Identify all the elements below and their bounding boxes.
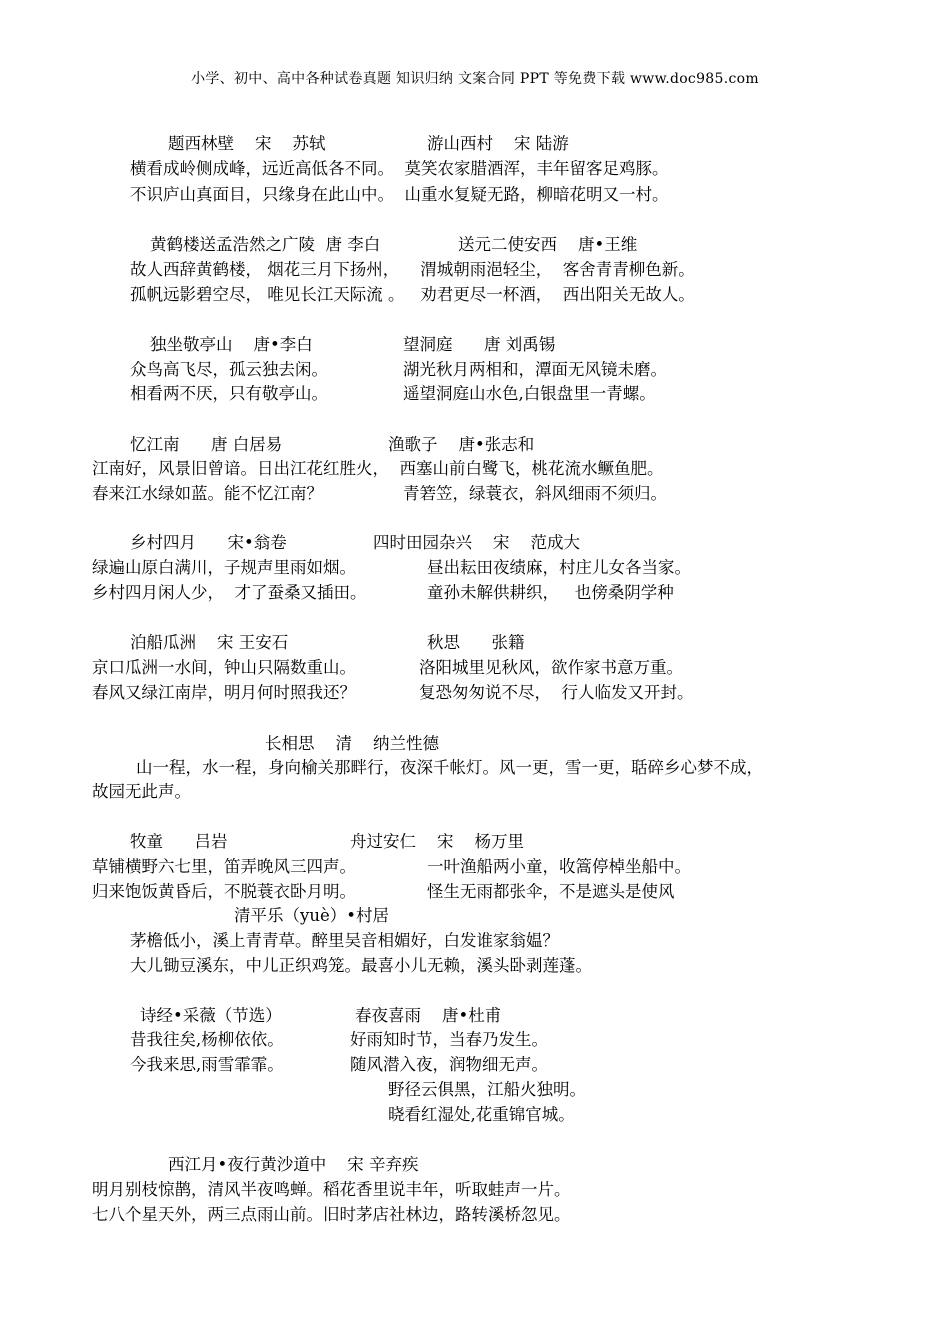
poem-line: 今我来思,雨雪霏霏。 bbox=[130, 1055, 284, 1074]
poem-line: 茅檐低小，溪上青青草。醉里吴音相媚好，白发谁家翁媪？ bbox=[130, 931, 559, 950]
page-header: 小学、初中、高中各种试卷真题 知识归纳 文案合同 PPT 等免费下载 www.doc985.com bbox=[191, 71, 759, 87]
poem-line: 昼出耘田夜绩麻，村庄儿女各当家。 bbox=[427, 558, 691, 577]
poem-line: 山一程，水一程，身向榆关那畔行，夜深千帐灯。风一更，雪一更，聒碎乡心梦不成， bbox=[136, 758, 763, 777]
poem-title: 西江月•夜行黄沙道中 宋 辛弃疾 bbox=[168, 1155, 419, 1174]
poem-title: 诗经•采薇（节选） bbox=[140, 1006, 282, 1025]
poem-line: 湖光秋月两相和，潭面无风镜未磨。 bbox=[403, 360, 667, 379]
poem-line: 晓看红湿处,花重锦官城。 bbox=[388, 1105, 575, 1124]
poem-line: 乡村四月闲人少， 才了蚕桑又插田。 bbox=[92, 583, 367, 602]
poem-line: 明月别枝惊鹊，清风半夜鸣蝉。稻花香里说丰年，听取蛙声一片。 bbox=[92, 1180, 571, 1199]
poem-line: 春来江水绿如蓝。能不忆江南？ bbox=[92, 484, 323, 503]
poem-line: 京口瓜洲一水间，钟山只隔数重山。 bbox=[92, 658, 356, 677]
poem-line: 洛阳城里见秋风，欲作家书意万重。 bbox=[419, 658, 683, 677]
poem-line: 童孙未解供耕织， 也傍桑阴学种 bbox=[427, 583, 674, 602]
poem-title: 送元二使安西 唐•王维 bbox=[458, 235, 638, 254]
poem-line: 横看成岭侧成峰，远近高低各不同。 莫笑农家腊酒浑，丰年留客足鸡豚。 bbox=[130, 159, 669, 178]
poem-line: 故人西辞黄鹤楼， 烟花三月下扬州， 渭城朝雨浥轻尘， 客舍青青柳色新。 bbox=[130, 260, 695, 279]
poem-title: 泊船瓜洲 宋 王安石 bbox=[130, 633, 289, 652]
poem-line: 相看两不厌，只有敬亭山。 bbox=[130, 384, 328, 403]
poem-line: 青箬笠，绿蓑衣，斜风细雨不须归。 bbox=[403, 484, 667, 503]
poem-line: 随风潜入夜，润物细无声。 bbox=[350, 1055, 548, 1074]
poem-line: 昔我往矣,杨柳依依。 bbox=[130, 1030, 284, 1049]
poem-line: 大儿锄豆溪东，中儿正织鸡笼。最喜小儿无赖，溪头卧剥莲蓬。 bbox=[130, 956, 592, 975]
poem-line: 草铺横野六七里，笛弄晚风三四声。 bbox=[92, 857, 356, 876]
poem-line: 好雨知时节，当春乃发生。 bbox=[350, 1030, 548, 1049]
poem-line: 绿遍山原白满川，子规声里雨如烟。 bbox=[92, 558, 356, 577]
poem-line: 江南好，风景旧曾谙。日出江花红胜火， 西塞山前白鹭飞，桃花流水鳜鱼肥。 bbox=[92, 459, 664, 478]
poem-line: 怪生无雨都张伞，不是遮头是使风 bbox=[427, 882, 675, 901]
poem-title: 题西林壁 宋 苏轼 bbox=[168, 134, 326, 153]
poem-title: 望洞庭 唐 刘禹锡 bbox=[403, 335, 556, 354]
poem-title: 舟过安仁 宋 杨万里 bbox=[350, 832, 524, 851]
poem-title: 清平乐（yuè）•村居 bbox=[234, 906, 389, 925]
poem-title: 秋思 张籍 bbox=[427, 633, 525, 652]
poem-title: 游山西村 宋 陆游 bbox=[427, 134, 569, 153]
poem-line: 七八个星天外，两三点雨山前。旧时茅店社林边，路转溪桥忽见。 bbox=[92, 1205, 571, 1224]
poem-title: 牧童 吕岩 bbox=[130, 832, 228, 851]
poem-line: 不识庐山真面目，只缘身在此山中。 山重水复疑无路，柳暗花明又一村。 bbox=[130, 185, 669, 204]
poem-line: 春风又绿江南岸，明月何时照我还？ bbox=[92, 683, 356, 702]
poem-line: 孤帆远影碧空尽， 唯见长江天际流 。 劝君更尽一杯酒， 西出阳关无故人。 bbox=[130, 285, 695, 304]
poem-title: 忆江南 唐 白居易 bbox=[130, 435, 283, 454]
poem-line: 众鸟高飞尽，孤云独去闲。 bbox=[130, 360, 328, 379]
poem-line: 一叶渔船两小童，收篙停棹坐船中。 bbox=[427, 857, 691, 876]
poem-line: 归来饱饭黄昏后，不脱蓑衣卧月明。 bbox=[92, 882, 356, 901]
poem-title: 四时田园杂兴 宋 范成大 bbox=[373, 533, 580, 552]
poem-title: 独坐敬亭山 唐•李白 bbox=[150, 335, 313, 354]
poem-title: 春夜喜雨 唐•杜甫 bbox=[355, 1006, 502, 1025]
poem-line: 野径云俱黑，江船火独明。 bbox=[388, 1080, 586, 1099]
poem-title: 长相思 清 纳兰性德 bbox=[265, 734, 439, 753]
poem-title: 乡村四月 宋•翁卷 bbox=[130, 533, 287, 552]
poem-line: 遥望洞庭山水色,白银盘里一青螺。 bbox=[403, 384, 656, 403]
poem-title: 黄鹤楼送孟浩然之广陵 唐 李白 bbox=[150, 235, 381, 254]
poem-line: 故园无此声。 bbox=[92, 782, 191, 801]
poem-title: 渔歌子 唐•张志和 bbox=[388, 435, 535, 454]
poem-line: 复恐匆匆说不尽， 行人临发又开封。 bbox=[419, 683, 694, 702]
